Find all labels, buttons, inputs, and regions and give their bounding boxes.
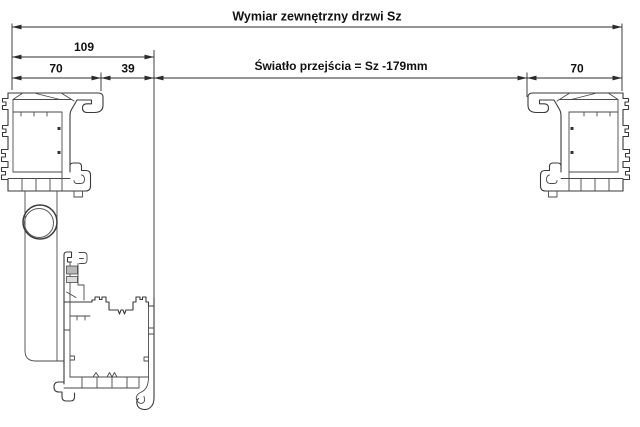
arrowhead-left bbox=[12, 55, 22, 60]
sash-insert-diagonal bbox=[67, 292, 77, 298]
hinge-roller-assembly bbox=[23, 191, 64, 361]
arrowhead-clearance-left bbox=[154, 76, 164, 81]
arrowhead-70-right bbox=[92, 76, 102, 81]
frame-top-flange-and-hook bbox=[8, 93, 103, 166]
screw-channel-mark bbox=[58, 151, 61, 154]
sash-bottom-bumps bbox=[93, 373, 117, 378]
label-39: 39 bbox=[121, 61, 135, 76]
arrowhead-39-left bbox=[101, 76, 111, 81]
sash-castellated-top bbox=[64, 297, 154, 314]
roller-circle-inner bbox=[25, 209, 54, 238]
roller-circle-outer bbox=[23, 205, 57, 239]
arrowhead-clearance-right bbox=[518, 76, 528, 81]
frame-outer-wall-with-fins bbox=[2, 93, 9, 191]
label-clearance: Światło przejścia = Sz -179mm bbox=[254, 59, 428, 73]
door-sash-profile bbox=[54, 252, 154, 410]
sash-top-rail-ticks bbox=[70, 316, 90, 320]
arrowhead-left-outer bbox=[12, 76, 22, 81]
frame-bottom-tab bbox=[74, 191, 83, 197]
arrowhead-39-right bbox=[145, 76, 155, 81]
sash-bottom-left-hook bbox=[54, 382, 75, 401]
arrowhead-right bbox=[613, 25, 623, 30]
frame-bottom-hook bbox=[8, 163, 91, 191]
label-70-left: 70 bbox=[49, 61, 63, 76]
right-frame-profile-mirrored bbox=[528, 93, 630, 197]
sash-wall-notches bbox=[64, 328, 154, 361]
label-109: 109 bbox=[73, 40, 95, 54]
arrowhead-left bbox=[12, 25, 22, 30]
screw-channel-mark bbox=[58, 127, 61, 130]
sash-c-channel-hook bbox=[79, 253, 87, 264]
label-overall-width: Wymiar zewnętrzny drzwi Sz bbox=[232, 9, 402, 24]
sash-bottom-wall bbox=[64, 377, 149, 388]
label-70-right: 70 bbox=[570, 61, 584, 76]
frame-bottom-hook-inner bbox=[74, 175, 85, 184]
sash-insert-block bbox=[67, 266, 78, 274]
frame-bottom-wall-cells bbox=[8, 172, 70, 191]
frame-profile-shape bbox=[2, 93, 104, 197]
dimension-109 bbox=[12, 40, 154, 59]
arrowhead-70r-left bbox=[527, 76, 537, 81]
sash-insert-block bbox=[67, 277, 78, 283]
arrowhead-right-outer bbox=[613, 76, 623, 81]
frame-chamber-floor bbox=[13, 112, 62, 116]
dimension-overall-width bbox=[12, 10, 622, 30]
connector-line-outer bbox=[25, 191, 64, 361]
arrowhead-right bbox=[145, 55, 155, 60]
sash-bottom-right-hook-outer bbox=[137, 398, 154, 410]
dimension-row-lower bbox=[12, 58, 622, 80]
